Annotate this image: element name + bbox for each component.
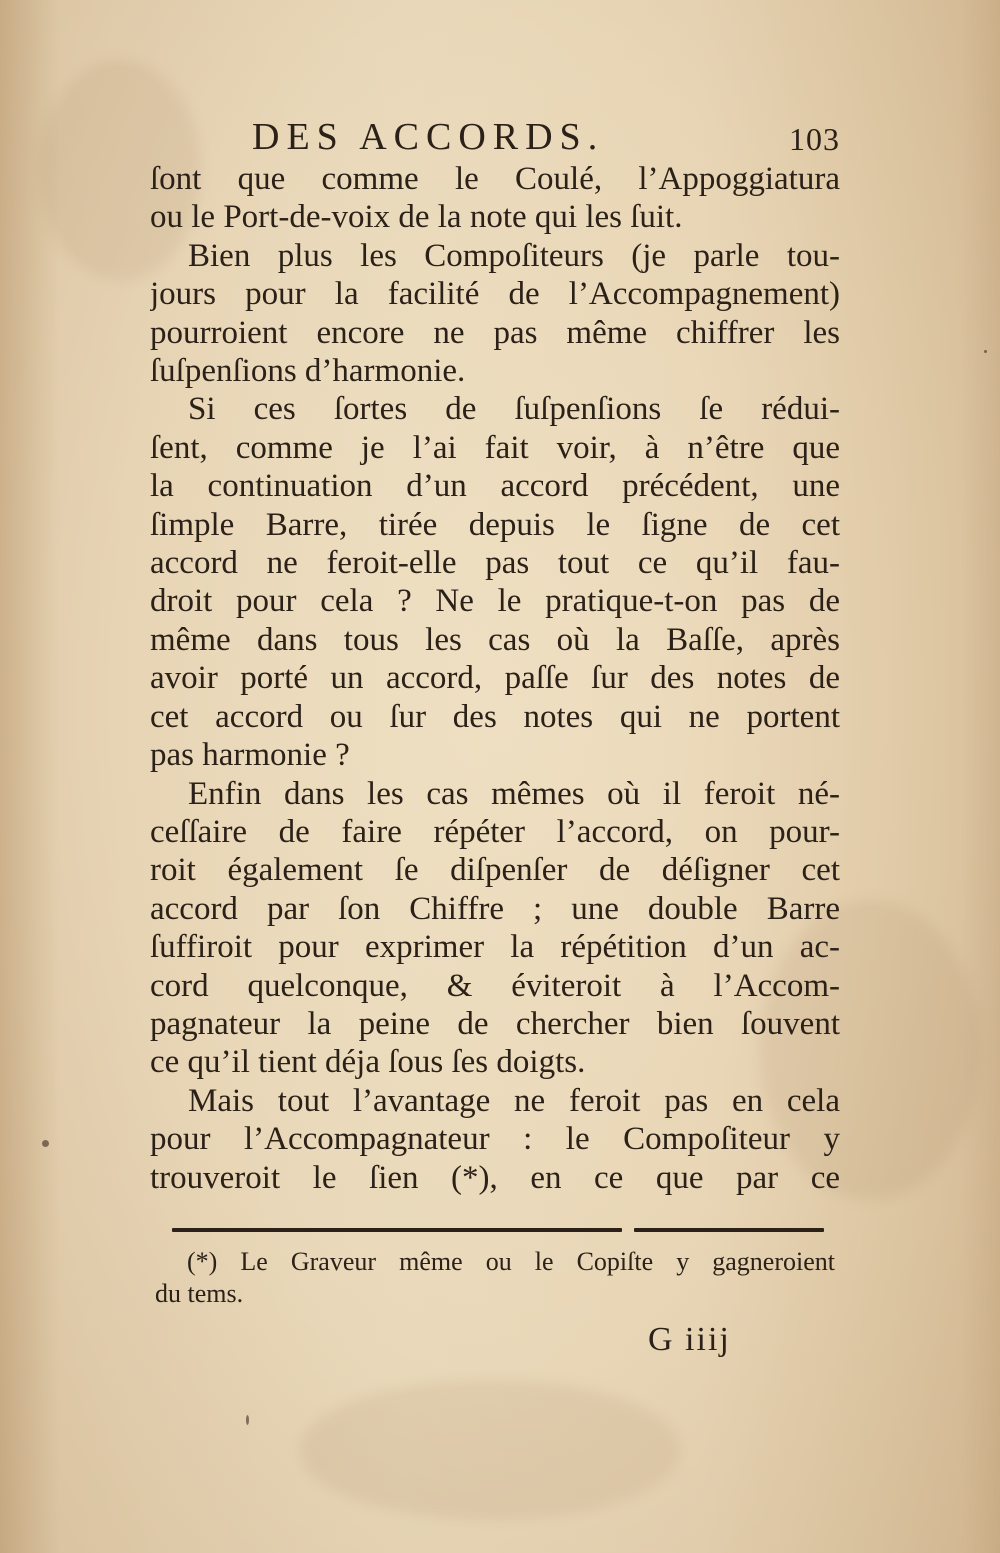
text-line: cet accord ou ſur des notes qui ne portent [150,698,840,735]
footnote-line: du tems. [155,1279,244,1308]
paragraph-1 [150,160,840,237]
text-line: cord quelconque, & éviteroit à l’Accom- [150,967,840,1004]
paragraph-4 [150,775,840,1082]
footnote [155,1246,835,1310]
text-line: ſont que comme le Coulé, l’Appoggiatura [150,161,840,197]
text-line: Mais tout l’avantage ne feroit pas en cela [188,1082,840,1119]
text-line: ceſſaire de faire répéter l’accord, on pour- [150,813,840,850]
text-line: pour l’Accompagnateur : le Compoſiteur y [150,1121,840,1158]
text-line: ce qu’il tient déja ſous ſes doigts. [150,1044,586,1081]
footnote-line: (*) Le Graveur même ou le Copiſte y gagneroient [187,1247,835,1276]
footnote-separator [172,1228,832,1234]
text-line: accord ne feroit-elle pas tout ce qu’il fau- [150,545,840,582]
text-line: accord par ſon Chiffre ; une double Barre [150,890,840,927]
signature-mark: G iiij [648,1321,731,1358]
text-line: pourroient encore ne pas même chiffrer les [150,314,840,351]
text-line: trouveroit le ſien (*), en ce que par ce [150,1159,840,1196]
text-line: ſent, comme je l’ai fait voir, à n’être que [150,429,840,466]
text-line: ou le Port-de-voix de la note qui les ſuit. [150,199,683,236]
separator-rule [172,1228,622,1232]
text-line: roit également ſe diſpenſer de déſigner cet [150,852,840,889]
text-line: pas harmonie ? [150,737,350,774]
text-line: la continuation d’un accord précédent, une [150,468,840,505]
paragraph-5 [150,1082,840,1197]
text-line: avoir porté un accord, paſſe ſur des notes de [150,660,840,697]
text-line: jours pour la facilité de l’Accompagnement) [150,276,840,313]
text-line: ſuffiroit pour exprimer la répétition d’un ac- [150,929,840,966]
text-line: ſimple Barre, tirée depuis le ſigne de cet [150,506,840,543]
ink-speck [984,350,987,353]
text-line: Enfin dans les cas mêmes où il feroit né- [188,775,840,812]
ink-speck [246,1415,249,1425]
text-line: Si ces ſortes de ſuſpenſions ſe rédui- [188,391,840,428]
paragraph-3 [150,390,840,774]
separator-rule [634,1228,824,1232]
page-number: 103 [789,121,840,157]
running-head: DES ACCORDS. [252,116,605,158]
paragraph-2 [150,237,840,391]
paper-stain [300,1380,680,1520]
page-header [150,112,840,162]
body-text [150,160,840,1197]
text-line: ſuſpenſions d’harmonie. [150,353,466,390]
ink-speck [42,1140,49,1147]
text-line: droit pour cela ? Ne le pratique-t-on pas de [150,583,840,620]
text-line: pagnateur la peine de chercher bien ſouvent [150,1005,840,1042]
text-line: même dans tous les cas où la Baſſe, après [150,621,840,658]
text-line: Bien plus les Compoſiteurs (je parle tou- [188,237,840,274]
